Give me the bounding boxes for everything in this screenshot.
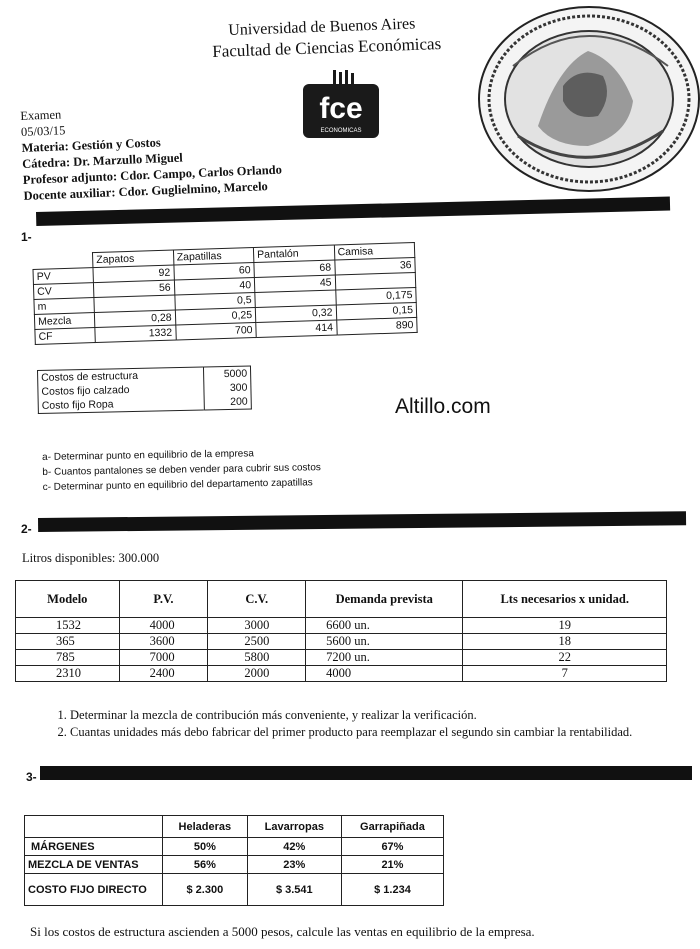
table-row: MEZCLA DE VENTAS 56% 23% 21% bbox=[25, 856, 444, 874]
section-3-question: Si los costos de estructura ascienden a 5000 pesos, calcule las ventas en equilibrio de la empresa. bbox=[30, 924, 535, 939]
redacted-bar-3 bbox=[40, 766, 692, 780]
table-row: Costos fijo calzado 300 bbox=[38, 381, 251, 399]
section-3-number: 3- bbox=[26, 770, 37, 784]
table-row: 1532 4000 3000 6600 un. 19 bbox=[16, 618, 667, 634]
university-name: Universidad de Buenos Aires bbox=[228, 15, 416, 39]
table-row: PV 92 60 68 36 bbox=[33, 257, 415, 284]
catedra-line: Cátedra: Dr. Marzullo Miguel bbox=[21, 150, 184, 171]
table-row: Mezcla 0,28 0,25 0,32 0,15 bbox=[34, 302, 416, 329]
question-item: a- Determinar punto en equilibrio de la empresa bbox=[42, 448, 254, 463]
col-header: Lavarropas bbox=[247, 816, 341, 838]
col-header: C.V. bbox=[208, 581, 306, 618]
table-row: Costo fijo Ropa 200 bbox=[38, 395, 251, 414]
col-header: Zapatos bbox=[93, 250, 174, 268]
question-item: 1. Determinar la mezcla de contribución más conveniente, y realizar la verificación. bbox=[70, 707, 678, 724]
models-table bbox=[15, 580, 667, 682]
section-2-number: 2- bbox=[21, 522, 32, 536]
table-row: m 0,5 0,175 bbox=[34, 287, 416, 314]
table-header-row bbox=[16, 581, 667, 618]
col-header: Zapatillas bbox=[173, 248, 254, 266]
section-2-questions bbox=[48, 707, 678, 741]
col-header: Demanda prevista bbox=[306, 581, 463, 618]
question-item: 2. Cuantas unidades más debo fabricar del primer producto para reemplazar el segundo sin cambiar la rentabilidad. bbox=[70, 724, 678, 741]
question-item: b- Cuantos pantalones se deben vender para cubrir sus costos bbox=[42, 462, 321, 478]
question-item: c- Determinar punto en equilibrio del departamento zapatillas bbox=[42, 477, 313, 493]
table-header-row bbox=[25, 816, 444, 838]
docente-line: Docente auxiliar: Cdor. Guglielmino, Marcelo bbox=[23, 179, 269, 203]
exam-info bbox=[20, 98, 283, 204]
col-header: Garrapiñada bbox=[341, 816, 443, 838]
table-row: 785 7000 5800 7200 un. 22 bbox=[16, 650, 667, 666]
products-table bbox=[32, 242, 418, 345]
profesor-line: Profesor adjunto: Cdor. Campo, Carlos Orlando bbox=[22, 162, 283, 187]
table-row: CF 1332 700 414 890 bbox=[35, 317, 417, 344]
table-row: CV 56 40 45 bbox=[33, 272, 415, 299]
university-seal bbox=[478, 6, 700, 192]
table-row: MÁRGENES 50% 42% 67% bbox=[25, 838, 444, 856]
svg-text:fce: fce bbox=[319, 92, 363, 125]
watermark: Altillo.com bbox=[395, 395, 491, 418]
exam-date: 05/03/15 bbox=[20, 123, 66, 139]
col-header: P.V. bbox=[119, 581, 208, 618]
section-1-questions bbox=[42, 445, 321, 495]
svg-text:ECONOMICAS: ECONOMICAS bbox=[320, 128, 362, 134]
table-row: COSTO FIJO DIRECTO $ 2.300 $ 3.541 $ 1.234 bbox=[25, 874, 444, 906]
table-row: 365 3600 2500 5600 un. 18 bbox=[16, 634, 667, 650]
litros-disponibles: Litros disponibles: 300.000 bbox=[22, 551, 160, 565]
margins-table bbox=[24, 815, 444, 906]
exam-label: Examen bbox=[20, 107, 62, 123]
redacted-bar-2 bbox=[38, 511, 686, 532]
col-header: Lts necesarios x unidad. bbox=[463, 581, 667, 618]
fixed-costs-table bbox=[37, 366, 252, 414]
faculty-name: Facultad de Ciencias Económicas bbox=[212, 34, 442, 61]
section-1-number: 1- bbox=[21, 230, 32, 244]
redacted-bar-1 bbox=[36, 197, 670, 226]
col-header: Camisa bbox=[334, 242, 415, 260]
col-header: Heladeras bbox=[163, 816, 248, 838]
table-row: Costos de estructura 5000 bbox=[38, 366, 251, 385]
table-row: 2310 2400 2000 4000 7 bbox=[16, 666, 667, 682]
fce-logo bbox=[303, 70, 379, 138]
col-header: Pantalón bbox=[253, 245, 334, 263]
materia-line: Materia: Gestión y Costos bbox=[21, 135, 162, 155]
col-header: Modelo bbox=[16, 581, 120, 618]
